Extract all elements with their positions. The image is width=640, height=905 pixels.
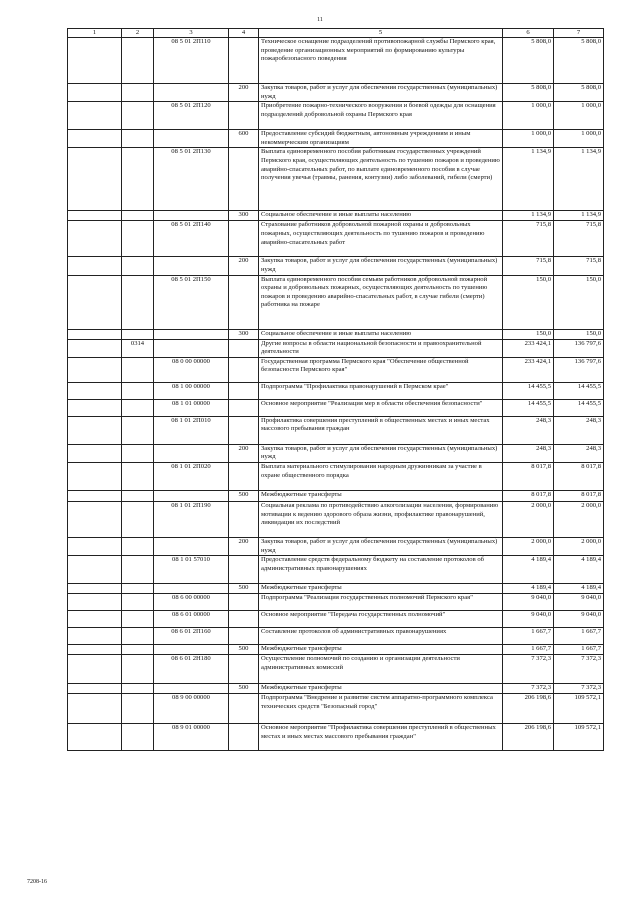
table-row	[68, 329, 604, 339]
amount-year-1: 5 808,0	[503, 38, 554, 84]
code	[68, 556, 122, 584]
table-row	[68, 611, 604, 628]
column-header: 2	[122, 29, 154, 38]
amount-year-2: 248,3	[554, 444, 604, 462]
column-header: 4	[229, 29, 259, 38]
section-code	[122, 329, 154, 339]
amount-year-1: 1 667,7	[503, 645, 554, 655]
amount-year-1: 233 424,1	[503, 339, 554, 357]
table-row	[68, 490, 604, 501]
item-name: Межбюджетные трансферты	[259, 645, 503, 655]
code	[68, 611, 122, 628]
code	[68, 537, 122, 555]
amount-year-1: 206 198,6	[503, 694, 554, 724]
item-name: Закупка товаров, работ и услуг для обеспечения государственных (муниципальных) нужд	[259, 84, 503, 102]
expense-type	[229, 399, 259, 416]
section-code	[122, 556, 154, 584]
target-article: 08 1 01 2П010	[154, 416, 229, 444]
amount-year-1: 1 134,9	[503, 148, 554, 211]
amount-year-1: 7 372,3	[503, 684, 554, 694]
table-row	[68, 645, 604, 655]
amount-year-1: 4 189,4	[503, 556, 554, 584]
footer-code: 7208-16	[27, 879, 47, 885]
table-row	[68, 416, 604, 444]
code	[68, 655, 122, 684]
code	[68, 416, 122, 444]
expense-type	[229, 102, 259, 130]
amount-year-2: 2 000,0	[554, 537, 604, 555]
code	[68, 462, 122, 490]
amount-year-2: 109 572,1	[554, 694, 604, 724]
expense-type	[229, 462, 259, 490]
code	[68, 594, 122, 611]
code	[68, 211, 122, 221]
table-row	[68, 257, 604, 275]
item-name: Выплата материального стимулирования народным дружинникам за участие в охране общественного порядка	[259, 462, 503, 490]
table-row	[68, 382, 604, 399]
page-number: 11	[317, 17, 323, 23]
budget-table	[67, 28, 604, 751]
table-row	[68, 130, 604, 148]
table-row	[68, 275, 604, 329]
item-name: Основное мероприятие "Передача государственных полномочий"	[259, 611, 503, 628]
amount-year-2: 14 455,5	[554, 382, 604, 399]
amount-year-1: 715,8	[503, 221, 554, 257]
table-row	[68, 339, 604, 357]
item-name: Социальное обеспечение и иные выплаты населению	[259, 211, 503, 221]
code	[68, 645, 122, 655]
item-name: Приобретение пожарно-технического вооружения и боевой одежды для оснащения подразделений добровольной охраны Пермского края	[259, 102, 503, 130]
table-row	[68, 556, 604, 584]
amount-year-2: 136 797,6	[554, 339, 604, 357]
expense-type	[229, 628, 259, 645]
table-row	[68, 102, 604, 130]
expense-type	[229, 501, 259, 537]
section-code	[122, 399, 154, 416]
item-name: Основное мероприятие "Реализация мер в области обеспечения безопасности"	[259, 399, 503, 416]
amount-year-1: 150,0	[503, 329, 554, 339]
amount-year-1: 2 000,0	[503, 501, 554, 537]
expense-type: 300	[229, 329, 259, 339]
amount-year-2: 2 000,0	[554, 501, 604, 537]
table-row	[68, 724, 604, 751]
target-article: 08 1 01 57010	[154, 556, 229, 584]
expense-type	[229, 357, 259, 382]
expense-type	[229, 275, 259, 329]
amount-year-2: 1 134,9	[554, 211, 604, 221]
code	[68, 694, 122, 724]
amount-year-2: 14 455,5	[554, 399, 604, 416]
amount-year-2: 8 017,8	[554, 490, 604, 501]
code	[68, 339, 122, 357]
code	[68, 584, 122, 594]
section-code	[122, 628, 154, 645]
amount-year-1: 715,8	[503, 257, 554, 275]
section-code	[122, 684, 154, 694]
expense-type: 500	[229, 490, 259, 501]
amount-year-2: 4 189,4	[554, 556, 604, 584]
section-code	[122, 221, 154, 257]
table-row	[68, 501, 604, 537]
table-row	[68, 148, 604, 211]
amount-year-2: 150,0	[554, 275, 604, 329]
table-row	[68, 584, 604, 594]
section-code	[122, 490, 154, 501]
expense-type: 300	[229, 211, 259, 221]
section-code	[122, 211, 154, 221]
target-article	[154, 490, 229, 501]
section-code	[122, 38, 154, 84]
code	[68, 444, 122, 462]
table-row	[68, 84, 604, 102]
code	[68, 724, 122, 751]
code	[68, 84, 122, 102]
expense-type: 200	[229, 444, 259, 462]
amount-year-1: 14 455,5	[503, 382, 554, 399]
amount-year-1: 14 455,5	[503, 399, 554, 416]
table-row	[68, 399, 604, 416]
code	[68, 329, 122, 339]
target-article: 08 1 01 2П190	[154, 501, 229, 537]
section-code	[122, 148, 154, 211]
target-article: 08 0 00 00000	[154, 357, 229, 382]
amount-year-1: 9 040,0	[503, 611, 554, 628]
target-article	[154, 645, 229, 655]
section-code	[122, 594, 154, 611]
code	[68, 357, 122, 382]
table-row	[68, 357, 604, 382]
target-article	[154, 130, 229, 148]
target-article: 08 5 01 2П110	[154, 38, 229, 84]
table-row	[68, 594, 604, 611]
table-row	[68, 655, 604, 684]
target-article: 08 6 01 00000	[154, 611, 229, 628]
section-code	[122, 102, 154, 130]
expense-type	[229, 148, 259, 211]
amount-year-1: 9 040,0	[503, 594, 554, 611]
item-name: Закупка товаров, работ и услуг для обеспечения государственных (муниципальных) нужд	[259, 257, 503, 275]
expense-type	[229, 339, 259, 357]
table-row	[68, 221, 604, 257]
amount-year-1: 8 017,8	[503, 490, 554, 501]
table-row	[68, 444, 604, 462]
item-name: Основное мероприятие "Профилактика совершения преступлений в общественных местах и иных местах массового пребывания граждан"	[259, 724, 503, 751]
amount-year-1: 8 017,8	[503, 462, 554, 490]
amount-year-2: 150,0	[554, 329, 604, 339]
amount-year-2: 9 040,0	[554, 611, 604, 628]
code	[68, 275, 122, 329]
table-row	[68, 694, 604, 724]
amount-year-2: 136 797,6	[554, 357, 604, 382]
amount-year-1: 248,3	[503, 416, 554, 444]
target-article	[154, 684, 229, 694]
item-name: Подпрограмма "Реализация государственных полномочий Пермского края"	[259, 594, 503, 611]
item-name: Подпрограмма "Внедрение и развитие систем аппаратно-программного комплекса технических средств "Безопасный город"	[259, 694, 503, 724]
expense-type	[229, 594, 259, 611]
column-header: 6	[503, 29, 554, 38]
amount-year-1: 1 667,7	[503, 628, 554, 645]
section-code	[122, 382, 154, 399]
amount-year-1: 4 189,4	[503, 584, 554, 594]
amount-year-2: 715,8	[554, 221, 604, 257]
amount-year-1: 1 000,0	[503, 102, 554, 130]
expense-type	[229, 694, 259, 724]
expense-type	[229, 221, 259, 257]
item-name: Межбюджетные трансферты	[259, 684, 503, 694]
table-row	[68, 211, 604, 221]
amount-year-2: 7 372,3	[554, 655, 604, 684]
target-article	[154, 444, 229, 462]
column-number-header-row	[68, 29, 604, 38]
target-article: 08 1 01 2П020	[154, 462, 229, 490]
expense-type: 600	[229, 130, 259, 148]
item-name: Предоставление средств федеральному бюджету на составление протоколов об административных правонарушениях	[259, 556, 503, 584]
item-name: Межбюджетные трансферты	[259, 584, 503, 594]
item-name: Закупка товаров, работ и услуг для обеспечения государственных (муниципальных) нужд	[259, 537, 503, 555]
amount-year-2: 4 189,4	[554, 584, 604, 594]
amount-year-2: 248,3	[554, 416, 604, 444]
code	[68, 382, 122, 399]
target-article	[154, 84, 229, 102]
expense-type: 500	[229, 645, 259, 655]
code	[68, 130, 122, 148]
section-code	[122, 357, 154, 382]
expense-type: 200	[229, 257, 259, 275]
item-name: Социальное обеспечение и иные выплаты населению	[259, 329, 503, 339]
section-code	[122, 655, 154, 684]
amount-year-1: 1 000,0	[503, 130, 554, 148]
item-name: Подпрограмма "Профилактика правонарушений в Пермском крае"	[259, 382, 503, 399]
section-code	[122, 584, 154, 594]
code	[68, 102, 122, 130]
section-code	[122, 416, 154, 444]
item-name: Составление протоколов об административных правонарушениях	[259, 628, 503, 645]
section-code	[122, 84, 154, 102]
amount-year-1: 7 372,3	[503, 655, 554, 684]
target-article: 08 6 01 2П160	[154, 628, 229, 645]
target-article: 08 5 01 2П150	[154, 275, 229, 329]
target-article	[154, 537, 229, 555]
code	[68, 628, 122, 645]
item-name: Выплата единовременного пособия семьям работников добровольной пожарной охраны и добровольных пожарных, осуществляющих деятельность по тушению пожаров и проведению аварийно-спасательных работ, в случае гибели (смерти) работника на пожаре	[259, 275, 503, 329]
target-article	[154, 329, 229, 339]
target-article: 08 1 00 00000	[154, 382, 229, 399]
amount-year-2: 715,8	[554, 257, 604, 275]
amount-year-1: 206 198,6	[503, 724, 554, 751]
expense-type	[229, 611, 259, 628]
code	[68, 684, 122, 694]
column-header: 3	[154, 29, 229, 38]
amount-year-1: 5 808,0	[503, 84, 554, 102]
expense-type	[229, 655, 259, 684]
target-article: 08 5 01 2П120	[154, 102, 229, 130]
target-article: 08 9 00 00000	[154, 694, 229, 724]
item-name: Межбюджетные трансферты	[259, 490, 503, 501]
amount-year-2: 5 808,0	[554, 38, 604, 84]
table-row	[68, 684, 604, 694]
target-article	[154, 584, 229, 594]
code	[68, 148, 122, 211]
amount-year-2: 8 017,8	[554, 462, 604, 490]
amount-year-2: 9 040,0	[554, 594, 604, 611]
expense-type	[229, 38, 259, 84]
amount-year-1: 1 134,9	[503, 211, 554, 221]
expense-type: 200	[229, 537, 259, 555]
section-code	[122, 724, 154, 751]
amount-year-2: 5 808,0	[554, 84, 604, 102]
item-name: Закупка товаров, работ и услуг для обеспечения государственных (муниципальных) нужд	[259, 444, 503, 462]
section-code	[122, 130, 154, 148]
amount-year-2: 1 000,0	[554, 130, 604, 148]
section-code	[122, 444, 154, 462]
column-header: 5	[259, 29, 503, 38]
amount-year-2: 109 572,1	[554, 724, 604, 751]
code	[68, 399, 122, 416]
table-row	[68, 537, 604, 555]
item-name: Выплата единовременного пособия работникам государственных учреждений Пермского края, осуществляющих деятельность по тушению пожаров и проведению аварийно-спасательных работ, по выплате единовременного пособия в случае получения увечья (травмы, ранения, контузии) либо заболеваний, гибели (смерти)	[259, 148, 503, 211]
section-code	[122, 694, 154, 724]
code	[68, 490, 122, 501]
amount-year-1: 233 424,1	[503, 357, 554, 382]
expense-type: 500	[229, 584, 259, 594]
section-code	[122, 462, 154, 490]
target-article: 08 9 01 00000	[154, 724, 229, 751]
table-row	[68, 462, 604, 490]
table-row	[68, 38, 604, 84]
amount-year-2: 1 667,7	[554, 628, 604, 645]
section-code	[122, 501, 154, 537]
expense-type: 200	[229, 84, 259, 102]
item-name: Предоставление субсидий бюджетным, автономным учреждениям и иным некоммерческим организациям	[259, 130, 503, 148]
item-name: Социальная реклама по противодействию алкоголизации населения, формированию мотивации к ведению здорового образа жизни, профилактике правонарушений, ликвидации их последствий	[259, 501, 503, 537]
target-article	[154, 339, 229, 357]
section-code	[122, 611, 154, 628]
amount-year-1: 248,3	[503, 444, 554, 462]
target-article: 08 5 01 2П140	[154, 221, 229, 257]
amount-year-2: 1 000,0	[554, 102, 604, 130]
amount-year-1: 2 000,0	[503, 537, 554, 555]
item-name: Страхование работников добровольной пожарной охраны и добровольных пожарных, осуществляющих деятельность по тушению пожаров и проведению аварийно-спасательных работ	[259, 221, 503, 257]
expense-type	[229, 382, 259, 399]
item-name: Государственная программа Пермского края "Обеспечение общественной безопасности Пермского края"	[259, 357, 503, 382]
target-article: 08 6 01 2Н180	[154, 655, 229, 684]
expense-type	[229, 724, 259, 751]
item-name: Техническое оснащение подразделений противопожарной службы Пермского края, проведение организационных мероприятий по формированию культуры пожаробезопасного поведения	[259, 38, 503, 84]
item-name: Осуществление полномочий по созданию и организации деятельности административных комиссий	[259, 655, 503, 684]
code	[68, 38, 122, 84]
column-header: 1	[68, 29, 122, 38]
target-article	[154, 211, 229, 221]
code	[68, 257, 122, 275]
expense-type	[229, 416, 259, 444]
section-code	[122, 645, 154, 655]
target-article: 08 5 01 2П130	[154, 148, 229, 211]
expense-type: 500	[229, 684, 259, 694]
section-code: 0314	[122, 339, 154, 357]
amount-year-2: 7 372,3	[554, 684, 604, 694]
expense-type	[229, 556, 259, 584]
section-code	[122, 275, 154, 329]
item-name: Профилактика совершения преступлений в общественных местах и иных местах массового пребывания граждан	[259, 416, 503, 444]
code	[68, 501, 122, 537]
target-article	[154, 257, 229, 275]
target-article: 08 6 00 00000	[154, 594, 229, 611]
amount-year-1: 150,0	[503, 275, 554, 329]
amount-year-2: 1 134,9	[554, 148, 604, 211]
section-code	[122, 537, 154, 555]
amount-year-2: 1 667,7	[554, 645, 604, 655]
item-name: Другие вопросы в области национальной безопасности и правоохранительной деятельности	[259, 339, 503, 357]
target-article: 08 1 01 00000	[154, 399, 229, 416]
column-header: 7	[554, 29, 604, 38]
section-code	[122, 257, 154, 275]
code	[68, 221, 122, 257]
table-row	[68, 628, 604, 645]
